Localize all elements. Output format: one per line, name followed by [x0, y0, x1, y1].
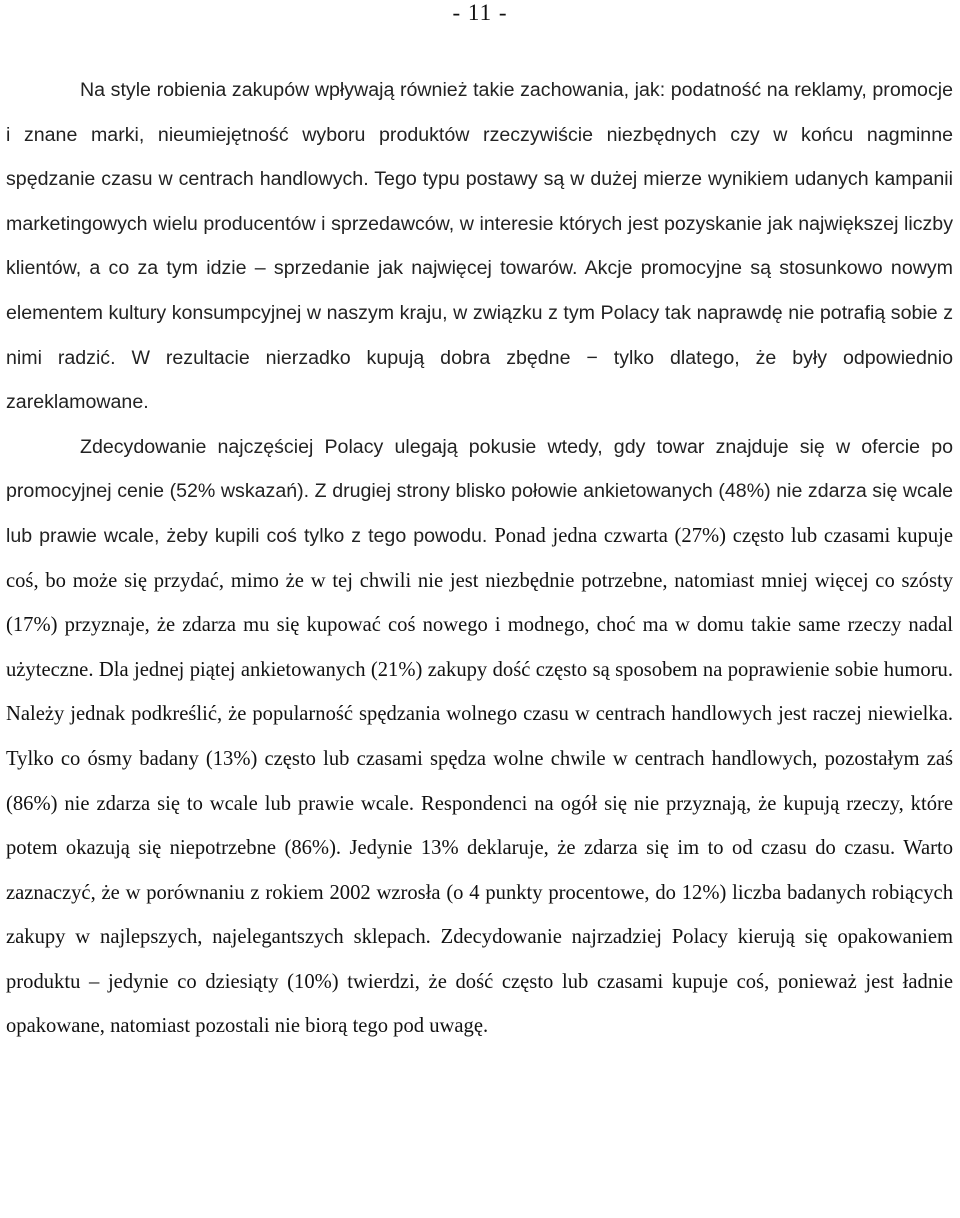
paragraph-text: Ponad jedna czwarta (27%) często lub czasami kupuje coś, bo może się przydać, mimo że w tej chwili nie jest niezbędnie potrzebne, natomiast mniej więcej co szósty (17%) przyznaje, że zdarza mu się kupować coś nowego i modnego, choć ma w domu takie same rzeczy nadal użyteczne. Dla jednej piątej ankietowanych (21%) zakupy dość często są sposobem na poprawienie sobie humoru. Należy jednak podkreślić, że popularność spędzania wolnego czasu w centrach handlowych jest raczej niewielka. Tylko co ósmy badany (13%) często lub czasami spędza wolne chwile w centrach handlowych, pozostałym zaś (86%) nie zdarza się to wcale lub prawie wcale. Respondenci na ogół się nie przyznają, że kupują rzeczy, które potem okazują się niepotrzebne (86%). Jedynie 13% deklaruje, że zdarza się im to od czasu do czasu. Warto zaznaczyć, że w porównaniu z rokiem 2002 wzrosła (o 4 punkty procentowe, do 12%) liczba badanych robiących zakupy w najlepszych, najelegantszych sklepach. Zdecydowanie najrzadziej Polacy kierują się opakowaniem produktu – jedynie co dziesiąty (10%) twierdzi, że dość często lub czasami kupuje coś, ponieważ jest ładnie opakowane, natomiast pozostali nie biorą tego pod uwagę.: [6, 524, 954, 1038]
paragraph-shopping-behaviors: [6, 68, 953, 425]
paragraph-survey-results: [6, 425, 953, 1049]
body-text: [6, 68, 953, 1049]
paragraph-text: Zdecydowanie najczęściej Polacy ulegają pokusie wtedy, gdy towar znajduje się w ofercie po promocyjnej cenie (52% wskazań). Z drugiej strony blisko połowie ankietowanych (48%) nie zdarza się wcale lub prawie wcale, żeby kupili coś tylko z tego powodu.: [6, 435, 953, 547]
paragraph-text: Na style robienia zakupów wpływają również takie zachowania, jak: podatność na reklamy, promocje i znane marki, nieumiejętność wyboru produktów rzeczywiście niezbędnych czy w końcu nagminne spędzanie czasu w centrach handlowych. Tego typu postawy są w dużej mierze wynikiem udanych kampanii marketingowych wielu producentów i sprzedawców, w interesie których jest pozyskanie jak największej liczby klientów, a co za tym idzie – sprzedanie jak najwięcej towarów. Akcje promocyjne są stosunkowo nowym elementem kultury konsumpcyjnej w naszym kraju, w związku z tym Polacy tak naprawdę nie potrafią sobie z nimi radzić. W rezultacie nierzadko kupują dobra zbędne − tylko dlatego, że były odpowiednio zareklamowane.: [6, 79, 953, 414]
page-number: - 11 -: [452, 0, 508, 25]
